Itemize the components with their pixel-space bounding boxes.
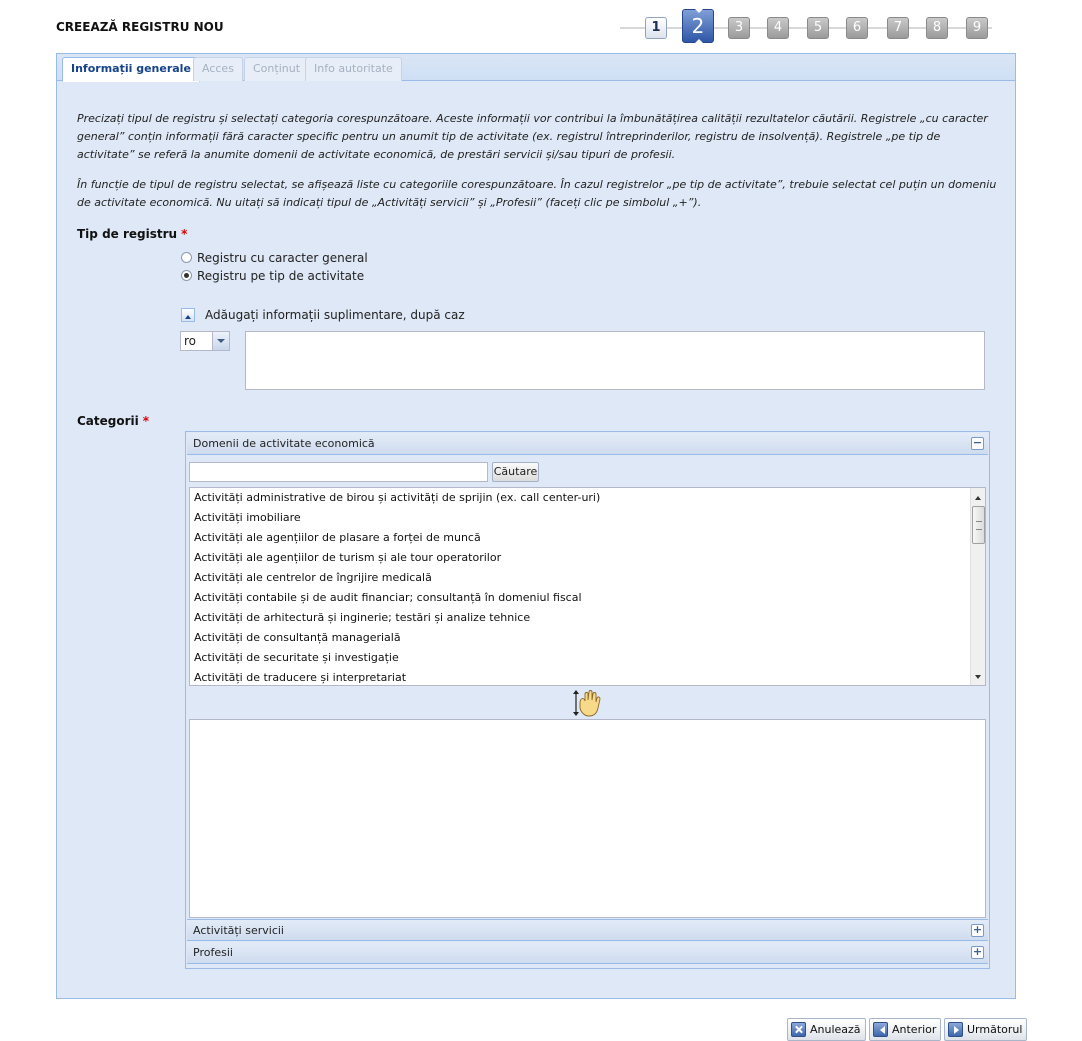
list-item[interactable]: Activități ale agențiilor de plasare a forței de muncă [194, 531, 481, 544]
categories-label [77, 414, 149, 428]
next-button[interactable] [944, 1018, 1027, 1041]
wizard-step-2[interactable]: 2 [682, 9, 714, 43]
radio-button-checked[interactable] [181, 270, 192, 281]
collapse-minus-icon[interactable]: − [972, 436, 983, 449]
previous-button-label: Anterior [892, 1023, 937, 1036]
list-item[interactable]: Activități de traducere și interpretariat [194, 671, 407, 684]
registry-type-label-text: Tip de registru [77, 227, 178, 241]
wizard-steps [620, 8, 992, 46]
economic-domains-title: Domenii de activitate economică [193, 437, 375, 450]
language-select[interactable] [180, 331, 230, 351]
available-domains-list [189, 487, 986, 686]
wizard-step-6[interactable]: 6 [846, 17, 868, 39]
services-header[interactable] [187, 919, 988, 941]
list-item[interactable]: Activități de securitate și investigație [194, 651, 399, 664]
wizard-step-3[interactable]: 3 [728, 17, 750, 39]
list-item[interactable]: Activități administrative de birou și activități de sprijin (ex. call center-uri) [194, 491, 601, 504]
selected-domains-list[interactable] [189, 719, 986, 918]
collapse-up-icon[interactable] [181, 308, 195, 322]
radio-activity-registry[interactable] [181, 269, 364, 283]
chevron-down-icon[interactable] [212, 332, 229, 350]
expand-plus-icon[interactable]: + [972, 923, 983, 936]
categories-label-text: Categorii [77, 414, 139, 428]
list-item[interactable]: Activități imobiliare [194, 511, 301, 524]
description-paragraph-1: Precizați tipul de registru și selectați categoria corespunzătoare. Aceste informații vor contribui la îmbunătățirea calității rezultatelor căutării. Registrele „cu caracter general” conțin informații fără caracter specific pentru un anumit tip de activitate (ex. registrul întreprinderilor, registru de insolvență). Registrele „pe tip de activitate” se referă la anumite domenii de activitate economică, de prestări servicii și/sau tipuri de profesii. [77, 112, 988, 161]
previous-button[interactable] [869, 1018, 941, 1041]
list-item[interactable]: Activități de arhitectură și inginerie; testări și analize tehnice [194, 611, 531, 624]
cancel-button[interactable] [787, 1018, 866, 1041]
radio-general-label: Registru cu caracter general [197, 251, 368, 265]
drag-hand-icon[interactable] [570, 688, 604, 718]
search-button[interactable]: Căutare [492, 462, 539, 482]
wizard-step-8[interactable]: 8 [926, 17, 948, 39]
main-panel [56, 53, 1016, 999]
tab-authority-info[interactable]: Info autoritate [305, 57, 402, 81]
description-paragraph-2: În funcție de tipul de registru selectat, se afișează liste cu categoriile corespunzătoare. În cazul registrelor „pe tip de activitate”, trebuie selectat cel puțin un domeniu de activitate economică. Nu uitați să indicați tipul de „Activități servicii” și „Profesii” (faceți clic pe simbolul „+”). [77, 178, 997, 209]
list-item[interactable]: Activități ale agențiilor de turism și ale tour operatorilor [194, 551, 502, 564]
list-item[interactable]: Activități contabile și de audit financiar; consultanță în domeniul fiscal [194, 591, 582, 604]
radio-general-registry[interactable] [181, 251, 368, 265]
wizard-step-4[interactable]: 4 [767, 17, 789, 39]
required-mark: * [181, 227, 188, 241]
radio-activity-label: Registru pe tip de activitate [197, 269, 365, 283]
wizard-step-7[interactable]: 7 [887, 17, 909, 39]
tab-access[interactable]: Acces [193, 57, 243, 81]
scroll-up-arrow-icon[interactable] [971, 488, 986, 503]
list-item[interactable]: Activități de consultanță managerială [194, 631, 401, 644]
services-title: Activități servicii [193, 924, 284, 937]
professions-title: Profesii [193, 946, 233, 959]
wizard-step-5[interactable]: 5 [807, 17, 829, 39]
scroll-thumb[interactable] [972, 506, 985, 544]
tab-general-info[interactable]: Informații generale [62, 57, 200, 82]
registry-type-label [77, 227, 187, 241]
economic-domains-header[interactable] [187, 433, 988, 455]
required-mark: * [142, 414, 150, 428]
scroll-down-arrow-icon[interactable] [971, 670, 986, 685]
tab-content[interactable]: Conținut [244, 57, 309, 81]
professions-header[interactable] [187, 942, 988, 964]
additional-info-textarea[interactable] [245, 331, 985, 390]
additional-info-label: Adăugați informații suplimentare, după caz [205, 308, 465, 322]
wizard-step-1[interactable]: 1 [645, 17, 667, 39]
list-item[interactable]: Activități ale centrelor de îngrijire medicală [194, 571, 432, 584]
list-scrollbar[interactable] [970, 488, 985, 685]
radio-button-unchecked[interactable] [181, 252, 192, 263]
next-button-label: Următorul [967, 1023, 1023, 1036]
cancel-button-label: Anulează [810, 1023, 861, 1036]
categories-box [185, 431, 990, 969]
language-select-value: ro [184, 334, 197, 348]
expand-plus-icon[interactable]: + [972, 945, 983, 958]
close-icon [791, 1022, 806, 1037]
tab-strip [57, 54, 1015, 81]
arrow-right-icon [948, 1022, 963, 1037]
wizard-step-9[interactable]: 9 [966, 17, 988, 39]
arrow-left-icon [873, 1022, 888, 1037]
page-title: CREEAZĂ REGISTRU NOU [56, 20, 224, 34]
domain-search-input[interactable] [189, 462, 488, 482]
